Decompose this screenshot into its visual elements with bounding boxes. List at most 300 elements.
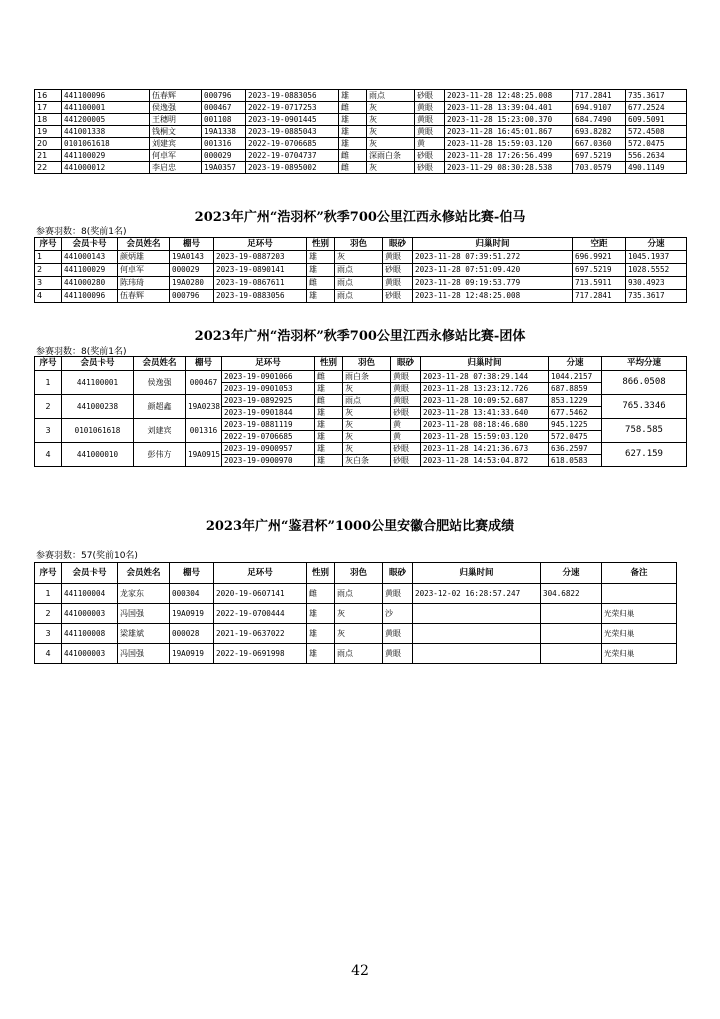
table-cell: 2022-19-0704737: [246, 150, 339, 162]
table-cell: 雄: [315, 407, 343, 419]
column-header: 棚号: [186, 357, 222, 371]
table-cell: 490.1149: [626, 162, 687, 174]
table-cell: 19: [35, 126, 62, 138]
table-cell: 22: [35, 162, 62, 174]
table-cell: 李启忠: [150, 162, 202, 174]
table-cell: 1045.1937: [626, 251, 687, 264]
table-cell: 441100001: [62, 371, 134, 395]
table-cell: 687.8859: [549, 383, 602, 395]
table-cell: 717.2841: [573, 290, 626, 303]
table-cell: 441000238: [62, 395, 134, 419]
table-cell: 441100001: [62, 102, 150, 114]
table-cell: 16: [35, 90, 62, 102]
table-cell: 2023-11-28 15:59:03.120: [445, 138, 573, 150]
table-cell: 2023-19-0895002: [246, 162, 339, 174]
table-cell: 砂眼: [391, 455, 421, 467]
column-header: 归巢时间: [413, 238, 573, 251]
table-cell: 灰: [367, 126, 415, 138]
table-cell: 1: [35, 371, 62, 395]
table-row: [35, 114, 687, 126]
table-cell: 441100004: [62, 584, 118, 604]
table-cell: 光荣归巢: [602, 624, 677, 644]
table-cell: 0101061618: [62, 419, 134, 443]
table-cell: 765.3346: [602, 395, 687, 419]
table-row: [35, 290, 687, 303]
results-table-continued: [34, 89, 687, 174]
column-header: 羽色: [343, 357, 391, 371]
table-row: [35, 126, 687, 138]
table-cell: 693.8282: [573, 126, 626, 138]
table-cell: 灰: [343, 431, 391, 443]
table-cell: 1: [35, 584, 62, 604]
table-cell: 灰: [343, 383, 391, 395]
table-cell: 20: [35, 138, 62, 150]
table-cell: 砂眼: [415, 162, 445, 174]
column-header: 性别: [315, 357, 343, 371]
table-cell: 441100029: [62, 150, 150, 162]
table-cell: 627.159: [602, 443, 687, 467]
table-cell: 龙家东: [118, 584, 170, 604]
table-cell: 2023-11-28 07:39:51.272: [413, 251, 573, 264]
table-cell: 000796: [202, 90, 246, 102]
table-row: [35, 419, 687, 431]
table-cell: 2022-19-0706685: [246, 138, 339, 150]
table-cell: 灰: [367, 102, 415, 114]
table-cell: 2022-19-0700444: [214, 604, 307, 624]
table-cell: 雌: [307, 277, 335, 290]
table-cell: 雄: [307, 604, 335, 624]
table-cell: 黄眼: [391, 383, 421, 395]
table-cell: 黄眼: [383, 277, 413, 290]
table-cell: 677.5462: [549, 407, 602, 419]
results-table-hefei: [34, 562, 677, 664]
table-cell: 雌: [339, 150, 367, 162]
table-cell: 441200005: [62, 114, 150, 126]
table-row: [35, 604, 677, 624]
results-table-bma: [34, 237, 687, 303]
table-cell: 雄: [339, 114, 367, 126]
table-row: [35, 395, 687, 407]
table-cell: 雨点: [343, 395, 391, 407]
table-cell: 砂眼: [415, 90, 445, 102]
section-title-team: 2023年广州“浩羽杯”秋季700公里江西永修站比赛-团体: [194, 329, 526, 344]
table-cell: 雄: [315, 383, 343, 395]
results-table-team: [34, 356, 687, 467]
table-cell: 侯逸强: [150, 102, 202, 114]
column-header: 足环号: [214, 238, 307, 251]
table-cell: 2023-11-28 17:26:56.499: [445, 150, 573, 162]
table-cell: 1: [35, 251, 62, 264]
table-cell: 黄眼: [415, 102, 445, 114]
table-cell: 2023-11-29 08:30:28.538: [445, 162, 573, 174]
table-cell: 3: [35, 419, 62, 443]
table-cell: 3: [35, 277, 62, 290]
table-cell: 雨点: [335, 644, 383, 664]
table-cell: 19A0238: [186, 395, 222, 419]
table-cell: 2023-19-0887203: [214, 251, 307, 264]
table-cell: 雄: [339, 138, 367, 150]
table-cell: 黄眼: [391, 395, 421, 407]
column-header: 足环号: [222, 357, 315, 371]
section-meta-team: 参赛羽数：8(奖前1名): [36, 347, 127, 357]
table-cell: 2023-19-0881119: [222, 419, 315, 431]
table-cell: 冯国强: [118, 604, 170, 624]
results-table-body: [35, 251, 687, 303]
table-cell: 2023-11-28 16:45:01.867: [445, 126, 573, 138]
table-cell: 雌: [315, 395, 343, 407]
table-cell: 1044.2157: [549, 371, 602, 383]
table-cell: 黄眼: [415, 126, 445, 138]
table-cell: 4: [35, 644, 62, 664]
table-cell: 717.2841: [573, 90, 626, 102]
column-header: 分速: [549, 357, 602, 371]
results-table-body: [35, 90, 687, 174]
column-header: 归巢时间: [413, 563, 541, 584]
section-meta-bma: 参赛羽数：8(奖前1名): [36, 227, 127, 237]
table-cell: 光荣归巢: [602, 604, 677, 624]
table-cell: 1028.5552: [626, 264, 687, 277]
table-cell: 砂眼: [391, 443, 421, 455]
table-cell: 黄眼: [391, 371, 421, 383]
table-cell: 441000003: [62, 604, 118, 624]
table-cell: 697.5219: [573, 150, 626, 162]
table-cell: 17: [35, 102, 62, 114]
table-cell: 砂眼: [383, 290, 413, 303]
column-header: 分速: [541, 563, 602, 584]
table-cell: 853.1229: [549, 395, 602, 407]
table-cell: 866.0508: [602, 371, 687, 395]
table-cell: 19A0143: [170, 251, 214, 264]
column-header: 棚号: [170, 238, 214, 251]
column-header: 备注: [602, 563, 677, 584]
table-cell: 2023-19-0890141: [214, 264, 307, 277]
table-cell: [413, 644, 541, 664]
table-cell: 雌: [339, 102, 367, 114]
column-header: 归巢时间: [421, 357, 549, 371]
table-cell: 侯逸强: [134, 371, 186, 395]
table-cell: 2023-19-0892925: [222, 395, 315, 407]
table-cell: 2023-11-28 14:21:36.673: [421, 443, 549, 455]
table-cell: 雄: [307, 290, 335, 303]
table-cell: 2023-19-0883056: [214, 290, 307, 303]
table-cell: 灰: [367, 114, 415, 126]
table-cell: 001316: [186, 419, 222, 443]
table-cell: 19A0915: [186, 443, 222, 467]
table-cell: 000467: [186, 371, 222, 395]
column-header: 会员卡号: [62, 238, 118, 251]
section-title-hefei: 2023年广州“鉴君杯”1000公里安徽合肥站比赛成绩: [205, 519, 515, 534]
table-header-row: [35, 563, 677, 584]
table-cell: 000029: [202, 150, 246, 162]
table-cell: 黄眼: [383, 251, 413, 264]
table-cell: 000796: [170, 290, 214, 303]
table-cell: [541, 624, 602, 644]
table-cell: 雄: [315, 455, 343, 467]
table-cell: 2023-19-0883056: [246, 90, 339, 102]
section-title-bma: 2023年广州“浩羽杯”秋季700公里江西永修站比赛-伯马: [194, 210, 526, 225]
table-cell: 18: [35, 114, 62, 126]
table-cell: 735.3617: [626, 290, 687, 303]
table-row: [35, 584, 677, 604]
table-cell: 颜炳雄: [118, 251, 170, 264]
table-cell: 2023-19-0900970: [222, 455, 315, 467]
table-cell: 001108: [202, 114, 246, 126]
table-cell: 2023-11-28 12:48:25.008: [445, 90, 573, 102]
table-cell: 2: [35, 264, 62, 277]
table-cell: 黄: [391, 419, 421, 431]
table-cell: 2023-11-28 15:23:00.370: [445, 114, 573, 126]
table-cell: 2023-11-28 13:23:12.726: [421, 383, 549, 395]
table-cell: 2023-19-0901066: [222, 371, 315, 383]
column-header: 会员卡号: [62, 357, 134, 371]
table-cell: 冯国强: [118, 644, 170, 664]
table-cell: 伍春辉: [118, 290, 170, 303]
column-header: 棚号: [170, 563, 214, 584]
column-header: 空距: [573, 238, 626, 251]
table-cell: 304.6822: [541, 584, 602, 604]
column-header: 序号: [35, 238, 62, 251]
table-cell: 694.9107: [573, 102, 626, 114]
column-header: 眼砂: [383, 563, 413, 584]
table-cell: 砂眼: [391, 407, 421, 419]
table-cell: 雄: [307, 264, 335, 277]
table-cell: 彭伟方: [134, 443, 186, 467]
table-cell: 2023-11-28 09:19:53.779: [413, 277, 573, 290]
table-cell: 钱桐文: [150, 126, 202, 138]
column-header: 会员姓名: [134, 357, 186, 371]
column-header: 会员姓名: [118, 238, 170, 251]
table-cell: 19A0280: [170, 277, 214, 290]
table-cell: 灰: [343, 443, 391, 455]
table-cell: 609.5091: [626, 114, 687, 126]
table-cell: 2023-11-28 13:39:04.401: [445, 102, 573, 114]
table-row: [35, 277, 687, 290]
table-cell: 2022-19-0691998: [214, 644, 307, 664]
section-meta-hefei: 参赛羽数：57(奖前10名): [36, 551, 138, 561]
table-row: [35, 251, 687, 264]
table-cell: 19A1338: [202, 126, 246, 138]
table-cell: 黄眼: [383, 624, 413, 644]
table-cell: 703.0579: [573, 162, 626, 174]
table-cell: 441000280: [62, 277, 118, 290]
table-cell: 618.0583: [549, 455, 602, 467]
table-cell: 砂眼: [415, 150, 445, 162]
table-cell: 灰: [335, 604, 383, 624]
table-cell: 000304: [170, 584, 214, 604]
table-cell: 441000012: [62, 162, 150, 174]
table-cell: 572.0475: [549, 431, 602, 443]
table-cell: 758.585: [602, 419, 687, 443]
table-cell: 王穗明: [150, 114, 202, 126]
column-header: 眼砂: [391, 357, 421, 371]
table-cell: 556.2634: [626, 150, 687, 162]
results-table-body: [35, 371, 687, 467]
table-cell: 001316: [202, 138, 246, 150]
table-cell: 684.7490: [573, 114, 626, 126]
table-row: [35, 150, 687, 162]
table-cell: 930.4923: [626, 277, 687, 290]
table-cell: 2023-19-0901844: [222, 407, 315, 419]
table-cell: 刘建宾: [150, 138, 202, 150]
table-cell: 雨点: [335, 584, 383, 604]
table-cell: 雄: [339, 126, 367, 138]
table-cell: 黄: [391, 431, 421, 443]
table-cell: 雄: [339, 90, 367, 102]
table-cell: 灰: [335, 624, 383, 644]
column-header: 羽色: [335, 563, 383, 584]
table-cell: 黄眼: [383, 644, 413, 664]
table-cell: 梁雄斌: [118, 624, 170, 644]
table-cell: 何卓军: [150, 150, 202, 162]
table-cell: 伍春辉: [150, 90, 202, 102]
column-header: 序号: [35, 357, 62, 371]
table-cell: 2023-19-0900957: [222, 443, 315, 455]
table-row: [35, 102, 687, 114]
table-cell: 713.5911: [573, 277, 626, 290]
table-cell: 雨点: [335, 264, 383, 277]
table-cell: 2020-19-0607141: [214, 584, 307, 604]
table-cell: 697.5219: [573, 264, 626, 277]
table-cell: 441001338: [62, 126, 150, 138]
table-cell: 441000003: [62, 644, 118, 664]
table-cell: 雌: [339, 162, 367, 174]
table-cell: 黄眼: [415, 114, 445, 126]
column-header: 眼砂: [383, 238, 413, 251]
table-cell: 441100029: [62, 264, 118, 277]
table-cell: 441100008: [62, 624, 118, 644]
table-cell: 2023-11-28 14:53:04.872: [421, 455, 549, 467]
table-cell: [413, 624, 541, 644]
table-cell: 刘建宾: [134, 419, 186, 443]
table-cell: 636.2597: [549, 443, 602, 455]
table-cell: 441100096: [62, 290, 118, 303]
table-cell: 2021-19-0637022: [214, 624, 307, 644]
table-cell: 雄: [315, 443, 343, 455]
table-cell: 2022-19-0717253: [246, 102, 339, 114]
column-header: 会员卡号: [62, 563, 118, 584]
column-header: 平均分速: [602, 357, 687, 371]
table-cell: 雨白条: [343, 371, 391, 383]
column-header: 羽色: [335, 238, 383, 251]
table-row: [35, 138, 687, 150]
table-cell: 2022-19-0706685: [222, 431, 315, 443]
table-cell: 灰: [343, 407, 391, 419]
table-cell: 雄: [315, 419, 343, 431]
table-cell: 2023-11-28 08:18:46.680: [421, 419, 549, 431]
table-cell: 2023-11-28 07:51:09.420: [413, 264, 573, 277]
table-cell: 灰: [367, 138, 415, 150]
table-cell: 441000010: [62, 443, 134, 467]
table-row: [35, 644, 677, 664]
column-header: 性别: [307, 238, 335, 251]
table-cell: 灰: [343, 419, 391, 431]
table-cell: 2023-19-0901445: [246, 114, 339, 126]
table-cell: 雌: [315, 371, 343, 383]
table-cell: 2023-19-0867611: [214, 277, 307, 290]
table-cell: 21: [35, 150, 62, 162]
table-cell: 雄: [315, 431, 343, 443]
page-number: 42: [351, 963, 369, 979]
table-cell: 4: [35, 290, 62, 303]
table-cell: 陈玮琦: [118, 277, 170, 290]
table-cell: 2023-11-28 07:38:29.144: [421, 371, 549, 383]
table-cell: 何卓军: [118, 264, 170, 277]
table-cell: 2023-11-28 12:48:25.008: [413, 290, 573, 303]
table-cell: 黄: [415, 138, 445, 150]
table-cell: 3: [35, 624, 62, 644]
table-cell: 灰白条: [343, 455, 391, 467]
table-cell: 雨点: [335, 277, 383, 290]
table-cell: 雨点: [335, 290, 383, 303]
table-cell: 000028: [170, 624, 214, 644]
table-cell: 000029: [170, 264, 214, 277]
table-cell: [541, 604, 602, 624]
table-cell: [413, 604, 541, 624]
table-cell: 雄: [307, 624, 335, 644]
table-cell: 441000143: [62, 251, 118, 264]
table-cell: [602, 584, 677, 604]
column-header: 性别: [307, 563, 335, 584]
table-cell: 696.9921: [573, 251, 626, 264]
table-row: [35, 90, 687, 102]
table-cell: 深雨白条: [367, 150, 415, 162]
table-cell: 735.3617: [626, 90, 687, 102]
table-row: [35, 624, 677, 644]
table-cell: 砂眼: [383, 264, 413, 277]
column-header: 序号: [35, 563, 62, 584]
table-header-row: [35, 238, 687, 251]
table-cell: 2023-11-28 13:41:33.640: [421, 407, 549, 419]
table-cell: 572.4508: [626, 126, 687, 138]
table-row: [35, 371, 687, 383]
table-cell: 颜超鑫: [134, 395, 186, 419]
table-row: [35, 443, 687, 455]
table-cell: 19A0919: [170, 604, 214, 624]
table-cell: 441100096: [62, 90, 150, 102]
table-cell: 雄: [307, 251, 335, 264]
table-cell: 光荣归巢: [602, 644, 677, 664]
table-cell: 0101061618: [62, 138, 150, 150]
table-cell: 19A0357: [202, 162, 246, 174]
table-cell: 灰: [367, 162, 415, 174]
table-cell: 2023-19-0885043: [246, 126, 339, 138]
table-cell: 667.0360: [573, 138, 626, 150]
table-cell: 黄眼: [383, 584, 413, 604]
column-header: 分速: [626, 238, 687, 251]
table-row: [35, 264, 687, 277]
table-cell: 2: [35, 604, 62, 624]
table-cell: 雨点: [367, 90, 415, 102]
table-cell: 19A0919: [170, 644, 214, 664]
column-header: 足环号: [214, 563, 307, 584]
column-header: 会员姓名: [118, 563, 170, 584]
table-cell: 2: [35, 395, 62, 419]
table-cell: 雌: [307, 584, 335, 604]
table-row: [35, 162, 687, 174]
table-cell: 2023-11-28 10:09:52.687: [421, 395, 549, 407]
table-cell: 4: [35, 443, 62, 467]
table-cell: 沙: [383, 604, 413, 624]
table-header-row: [35, 357, 687, 371]
table-cell: 677.2524: [626, 102, 687, 114]
table-cell: 2023-11-28 15:59:03.120: [421, 431, 549, 443]
table-cell: 2023-19-0901053: [222, 383, 315, 395]
results-table-body: [35, 584, 677, 664]
table-cell: 572.0475: [626, 138, 687, 150]
table-cell: [541, 644, 602, 664]
table-cell: 000467: [202, 102, 246, 114]
table-cell: 雄: [307, 644, 335, 664]
